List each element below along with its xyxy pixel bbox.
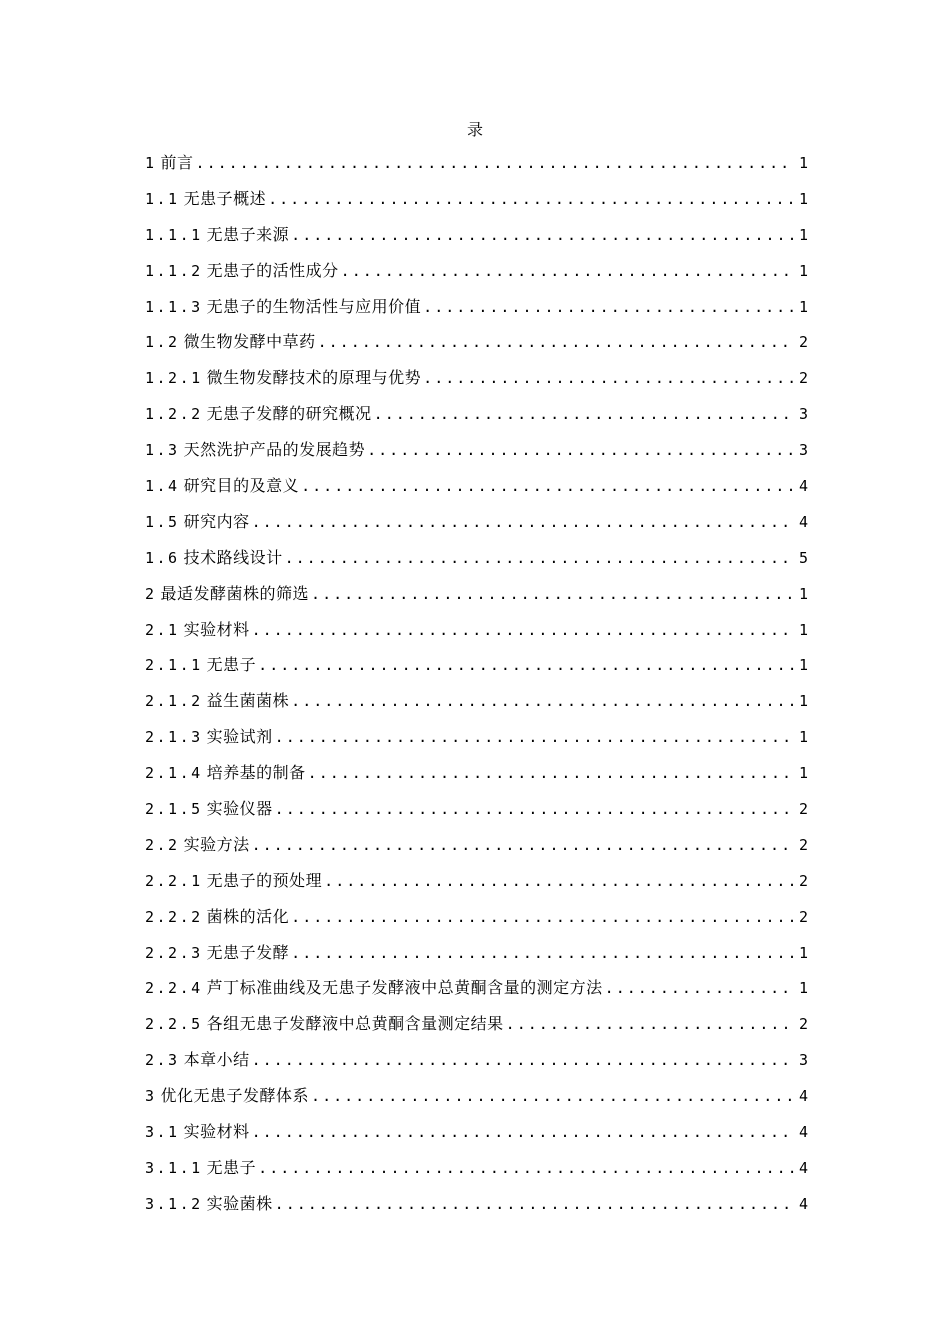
toc-leader-dots	[605, 976, 794, 1000]
toc-entry[interactable]	[145, 366, 808, 402]
toc-entry-title: 实验仪器	[206, 799, 273, 819]
toc-entry-page-number: 1	[798, 261, 808, 280]
toc-entry-title: 微生物发酵中草药	[183, 332, 316, 352]
toc-entry-number: 3.1.1	[145, 1158, 203, 1177]
toc-leader-dots	[252, 1048, 794, 1072]
toc-entry-title: 实验试剂	[206, 727, 273, 747]
toc-entry-number: 2.1.1	[145, 656, 203, 675]
toc-leader-dots	[268, 187, 794, 211]
toc-entry-page-number: 1	[798, 225, 808, 244]
toc-entry-number: 2.2.5	[145, 1015, 203, 1034]
toc-entry-page-number: 3	[798, 441, 808, 460]
toc-entry-page-number: 1	[798, 979, 808, 998]
toc-entry[interactable]	[145, 187, 808, 223]
toc-leader-dots	[285, 546, 794, 570]
toc-leader-dots	[374, 402, 794, 426]
toc-leader-dots	[423, 295, 794, 319]
toc-entry[interactable]	[145, 474, 808, 510]
toc-entry[interactable]	[145, 438, 808, 474]
toc-entry-number: 3.1	[145, 1123, 180, 1142]
toc-leader-dots	[291, 689, 794, 713]
table-of-contents	[145, 151, 808, 1228]
toc-entry-number: 1.4	[145, 477, 180, 496]
toc-entry-number: 2.1.2	[145, 692, 203, 711]
toc-entry-number: 1.1.1	[145, 225, 203, 244]
toc-leader-dots	[291, 941, 794, 965]
toc-entry-page-number: 4	[798, 1087, 808, 1106]
toc-entry[interactable]	[145, 653, 808, 689]
toc-entry-title: 菌株的活化	[206, 906, 290, 926]
toc-entry[interactable]	[145, 976, 808, 1012]
toc-entry[interactable]	[145, 869, 808, 905]
toc-entry-title: 无患子发酵的研究概况	[206, 404, 372, 424]
toc-entry-title: 无患子的活性成分	[206, 260, 339, 280]
toc-leader-dots	[311, 1084, 794, 1108]
toc-entry-number: 1.2	[145, 333, 180, 352]
toc-entry-number: 2.1.4	[145, 764, 203, 783]
toc-entry-page-number: 1	[798, 692, 808, 711]
toc-leader-dots	[301, 474, 794, 498]
toc-entry-number: 2.1.3	[145, 728, 203, 747]
toc-entry-number: 1.6	[145, 548, 180, 567]
toc-entry-page-number: 1	[798, 584, 808, 603]
toc-leader-dots	[275, 725, 794, 749]
toc-leader-dots	[275, 1192, 794, 1216]
toc-entry-title: 培养基的制备	[206, 763, 306, 783]
toc-entry-page-number: 1	[798, 656, 808, 675]
toc-entry[interactable]	[145, 330, 808, 366]
toc-leader-dots	[258, 653, 794, 677]
toc-entry-title: 芦丁标准曲线及无患子发酵液中总黄酮含量的测定方法	[206, 978, 603, 998]
toc-leader-dots	[341, 259, 794, 283]
toc-entry[interactable]	[145, 259, 808, 295]
toc-leader-dots	[423, 366, 794, 390]
toc-entry[interactable]	[145, 1048, 808, 1084]
toc-entry-page-number: 4	[798, 1123, 808, 1142]
toc-entry-number: 2.2.1	[145, 871, 203, 890]
toc-entry-page-number: 2	[798, 1015, 808, 1034]
toc-entry-page-number: 3	[798, 405, 808, 424]
toc-entry-title: 益生菌菌株	[206, 691, 290, 711]
toc-entry-title: 本章小结	[183, 1050, 250, 1070]
toc-leader-dots	[258, 1156, 794, 1180]
toc-entry-title: 实验材料	[183, 1122, 250, 1142]
toc-entry-title: 无患子概述	[183, 188, 267, 208]
toc-entry[interactable]	[145, 223, 808, 259]
toc-entry-page-number: 1	[798, 154, 808, 172]
toc-entry-page-number: 1	[798, 764, 808, 783]
toc-leader-dots	[324, 869, 794, 893]
toc-leader-dots	[275, 797, 794, 821]
toc-entry-number: 2.1	[145, 620, 180, 639]
toc-entry[interactable]	[145, 1120, 808, 1156]
toc-leader-dots	[291, 905, 794, 929]
toc-leader-dots	[252, 618, 794, 642]
toc-leader-dots	[308, 761, 794, 785]
toc-entry[interactable]	[145, 546, 808, 582]
toc-entry-page-number: 4	[798, 477, 808, 496]
toc-entry-number: 2.3	[145, 1051, 180, 1070]
toc-entry-title: 研究目的及意义	[183, 476, 300, 496]
toc-entry-page-number: 1	[798, 297, 808, 316]
page-title: 录	[466, 120, 483, 139]
toc-entry-number: 2.2.3	[145, 943, 203, 962]
toc-entry-page-number: 1	[798, 943, 808, 962]
toc-leader-dots	[252, 510, 794, 534]
toc-entry-page-number: 4	[798, 512, 808, 531]
toc-entry[interactable]	[145, 761, 808, 797]
toc-entry-title: 实验材料	[183, 619, 250, 639]
toc-leader-dots	[311, 582, 794, 606]
toc-entry-number: 1.1.2	[145, 261, 203, 280]
toc-entry-page-number: 2	[798, 907, 808, 926]
toc-entry[interactable]	[145, 295, 808, 331]
toc-entry-number: 1.3	[145, 441, 180, 460]
toc-entry-page-number: 5	[798, 548, 808, 567]
toc-entry-page-number: 4	[798, 1194, 808, 1213]
toc-entry-title: 无患子的预处理	[206, 870, 323, 890]
toc-entry-page-number: 1	[798, 620, 808, 639]
toc-entry[interactable]	[145, 833, 808, 869]
toc-entry-title: 前言	[160, 153, 194, 172]
toc-entry-number: 2.2	[145, 835, 180, 854]
toc-entry-page-number: 2	[798, 871, 808, 890]
toc-entry-number: 1.2.2	[145, 405, 203, 424]
toc-entry-number: 3.1.2	[145, 1194, 203, 1213]
toc-entry[interactable]	[145, 618, 808, 654]
toc-entry[interactable]	[145, 1084, 808, 1120]
toc-entry[interactable]	[145, 510, 808, 546]
toc-entry[interactable]	[145, 941, 808, 977]
toc-entry-title: 优化无患子发酵体系	[160, 1086, 310, 1106]
toc-entry-number: 2.2.4	[145, 979, 203, 998]
toc-entry[interactable]	[145, 1156, 808, 1192]
toc-entry-number: 1.1	[145, 189, 180, 208]
toc-entry[interactable]	[145, 582, 808, 618]
toc-entry-number: 2.2.2	[145, 907, 203, 926]
toc-entry-title: 微生物发酵技术的原理与优势	[206, 368, 422, 388]
toc-leader-dots	[196, 151, 794, 175]
toc-entry-page-number: 2	[798, 800, 808, 819]
toc-leader-dots	[506, 1012, 794, 1036]
toc-entry-number: 1.5	[145, 512, 180, 531]
toc-entry[interactable]	[145, 151, 808, 187]
toc-entry-title: 无患子的生物活性与应用价值	[206, 296, 422, 316]
toc-entry-title: 技术路线设计	[183, 547, 283, 567]
toc-entry-title: 天然洗护产品的发展趋势	[183, 440, 366, 460]
toc-entry-number: 2	[145, 584, 157, 603]
toc-entry-title: 研究内容	[183, 511, 250, 531]
toc-entry-title: 无患子	[206, 655, 257, 675]
toc-entry-title: 无患子发酵	[206, 942, 290, 962]
toc-entry-title: 实验方法	[183, 834, 250, 854]
toc-entry-title: 无患子来源	[206, 224, 290, 244]
toc-entry-number: 1.1.3	[145, 297, 203, 316]
toc-entry-page-number: 2	[798, 835, 808, 854]
toc-leader-dots	[367, 438, 794, 462]
toc-entry-title: 无患子	[206, 1157, 257, 1177]
toc-entry-number: 1	[145, 154, 157, 172]
toc-entry-page-number: 2	[798, 369, 808, 388]
toc-leader-dots	[252, 833, 794, 857]
toc-entry[interactable]	[145, 1012, 808, 1048]
toc-entry-page-number: 1	[798, 728, 808, 747]
toc-entry-page-number: 2	[798, 333, 808, 352]
toc-entry-title: 各组无患子发酵液中总黄酮含量测定结果	[206, 1014, 504, 1034]
toc-entry[interactable]	[145, 689, 808, 725]
toc-entry-page-number: 3	[798, 1051, 808, 1070]
toc-leader-dots	[291, 223, 794, 247]
toc-entry-title: 实验菌株	[206, 1193, 273, 1213]
toc-entry-number: 2.1.5	[145, 800, 203, 819]
toc-entry-number: 3	[145, 1087, 157, 1106]
toc-leader-dots	[252, 1120, 794, 1144]
toc-entry-title: 最适发酵菌株的筛选	[160, 583, 310, 603]
toc-entry[interactable]	[145, 905, 808, 941]
toc-entry-page-number: 4	[798, 1158, 808, 1177]
toc-entry[interactable]	[145, 402, 808, 438]
toc-entry[interactable]	[145, 725, 808, 761]
toc-entry[interactable]	[145, 1192, 808, 1228]
toc-entry[interactable]	[145, 797, 808, 833]
toc-leader-dots	[318, 330, 794, 354]
toc-entry-number: 1.2.1	[145, 369, 203, 388]
toc-entry-page-number: 1	[798, 189, 808, 208]
